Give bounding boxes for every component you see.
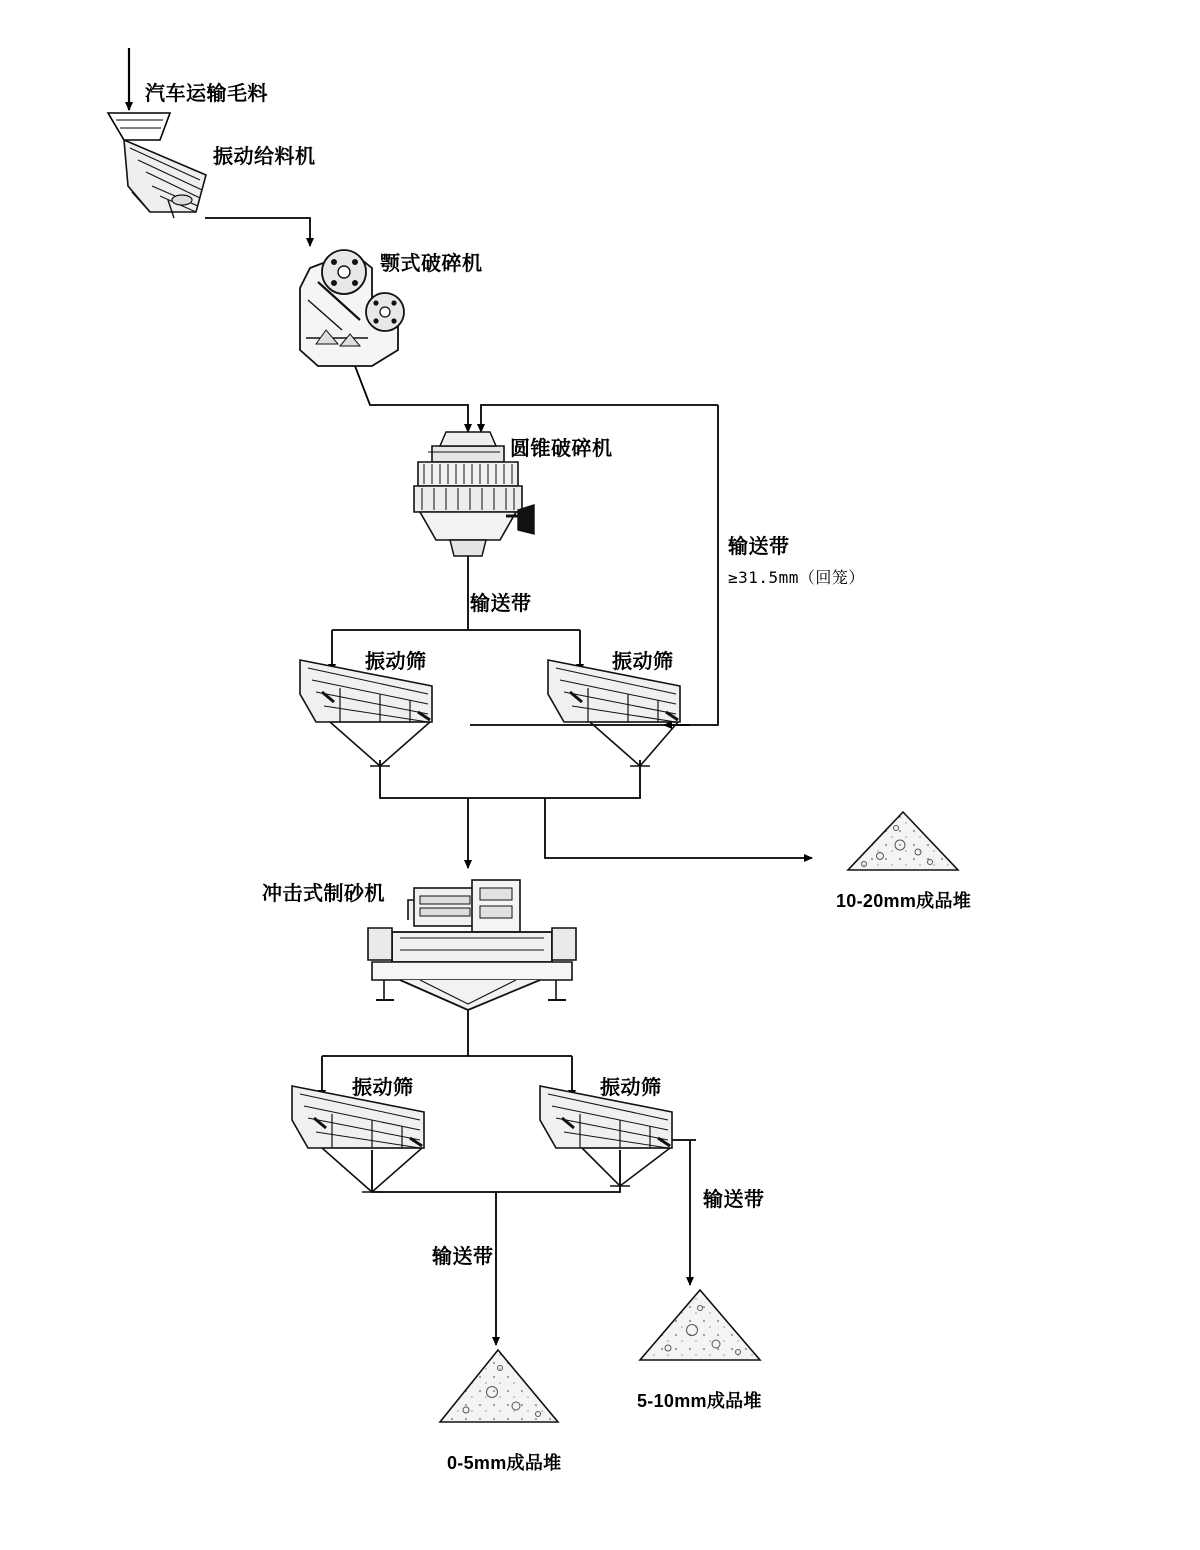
label-vibrating-screen-2: 振动筛	[612, 651, 674, 673]
vibrating-screen-2-icon	[548, 660, 680, 766]
label-return-conveyor: 输送带	[728, 536, 790, 558]
label-vibrating-feeder: 振动给料机	[213, 146, 316, 168]
stockpile-10-20-icon	[848, 812, 958, 870]
label-stockpile-0-5: 0-5mm成品堆	[447, 1453, 562, 1473]
label-conveyor-mid: 输送带	[470, 593, 532, 615]
vibrating-screen-4-icon	[540, 1086, 672, 1186]
stockpile-5-10-icon	[640, 1290, 760, 1360]
label-return-conveyor-spec: ≥31.5mm（回笼）	[728, 568, 865, 587]
label-conveyor-to-0-5: 输送带	[432, 1246, 494, 1268]
feed-hopper-icon	[108, 113, 170, 140]
sand-maker-icon	[368, 880, 576, 1010]
label-jaw-crusher: 颚式破碎机	[380, 253, 483, 275]
edge-screen-to-stack-5-10	[660, 1140, 696, 1285]
edge-screens-to-sandmaker	[380, 760, 640, 868]
vibrating-screen-1-icon	[300, 660, 432, 766]
label-conveyor-to-5-10: 输送带	[703, 1189, 765, 1211]
stockpile-0-5-icon	[440, 1350, 558, 1422]
edge-screens2-to-stack-0-5	[372, 1150, 620, 1345]
edge-screens-to-stack-10-20	[545, 798, 812, 858]
label-sand-maker: 冲击式制砂机	[262, 883, 385, 905]
label-vibrating-screen-3: 振动筛	[352, 1077, 414, 1099]
label-truck-feed: 汽车运输毛料	[145, 83, 268, 105]
label-stockpile-5-10: 5-10mm成品堆	[637, 1391, 762, 1411]
edge-jaw-to-cone	[355, 366, 468, 432]
vibrating-screen-3-icon	[292, 1086, 424, 1192]
vibrating-feeder-icon	[124, 140, 206, 218]
label-vibrating-screen-4: 振动筛	[600, 1077, 662, 1099]
label-stockpile-10-20: 10-20mm成品堆	[836, 891, 972, 911]
edge-feeder-to-jaw	[205, 218, 310, 246]
label-vibrating-screen-1: 振动筛	[365, 651, 427, 673]
label-cone-crusher: 圆锥破碎机	[510, 438, 613, 460]
